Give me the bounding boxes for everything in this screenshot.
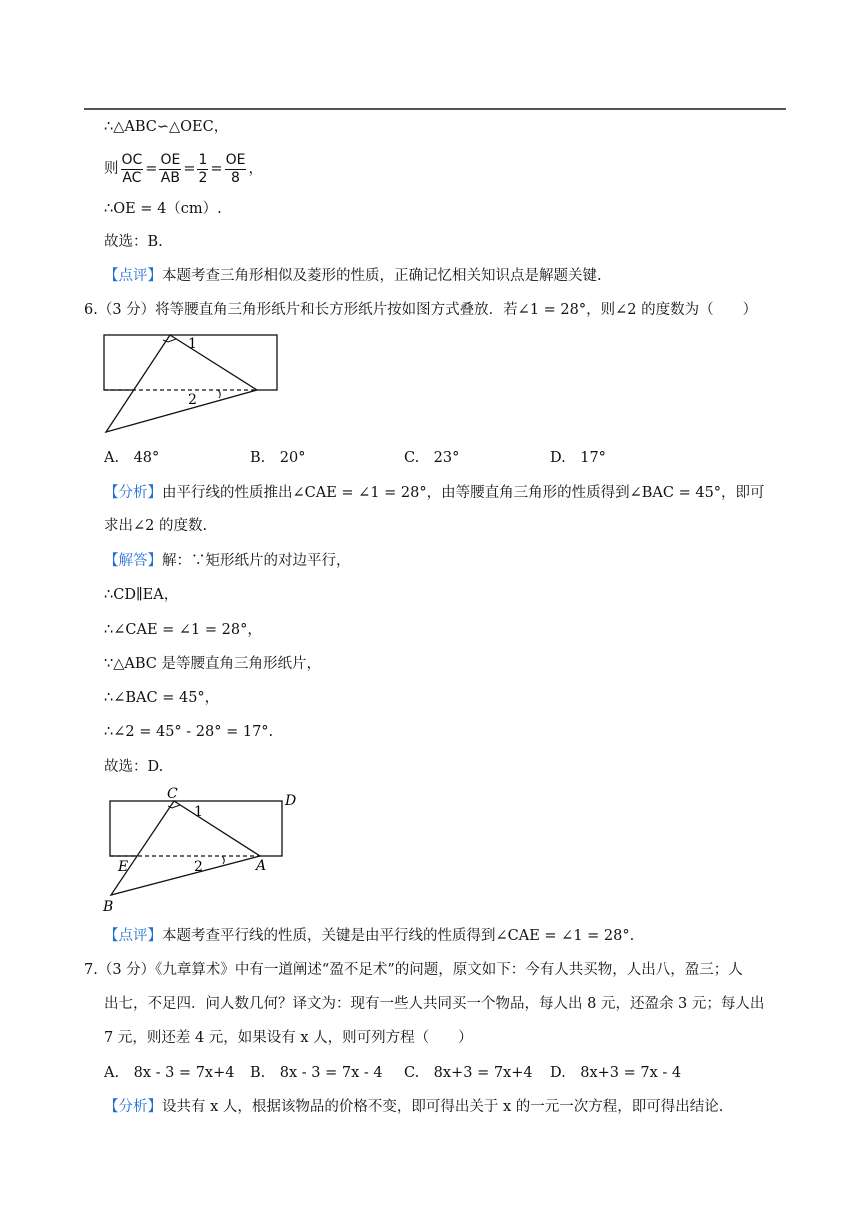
review-text: 本题考查平行线的性质，关键是由平行线的性质得到∠CAE = ∠1 = 28°. xyxy=(162,928,635,944)
solution-tag: 【解答】 xyxy=(104,553,162,569)
solution-line: ∴CD∥EA， xyxy=(104,587,179,603)
angle-1-label: 1 xyxy=(194,804,203,820)
review-line xyxy=(104,926,634,946)
fraction-numerator: OE xyxy=(160,151,181,168)
analysis-text: 由平行线的性质推出∠CAE = ∠1 = 28°，由等腰直角三角形的性质得到∠BAC = 45°，即可 xyxy=(162,485,765,501)
analysis-tag: 【分析】 xyxy=(104,485,162,501)
review-tag: 【点评】 xyxy=(104,928,162,944)
vertex-e-label: E xyxy=(118,859,129,875)
angle-1-label: 1 xyxy=(188,336,197,352)
fraction xyxy=(225,152,247,187)
angle-2-label: 2 xyxy=(194,859,203,875)
option-d: D. 17° xyxy=(550,450,606,466)
fraction-denominator: 8 xyxy=(231,169,240,186)
analysis-line xyxy=(104,1097,723,1117)
fraction xyxy=(121,152,144,187)
question-stem: （3 分）《九章算术》中有一道阐述“盈不足术”的问题，原文如下：今有人共买物，人出八，盈三；人 xyxy=(97,962,743,978)
fraction-numerator: 1 xyxy=(198,151,208,168)
ratio-suffix: ， xyxy=(248,161,263,177)
question-stem-line: 7 元，则还差 4 元，如果设有 x 人，则可列方程（ ） xyxy=(104,1030,473,1046)
ratio-prefix: 则 xyxy=(104,161,119,177)
option-b: B. 8x - 3 = 7x - 4 xyxy=(250,1065,383,1081)
equals-sign: = xyxy=(183,161,196,177)
option-a: A. 8x - 3 = 7x+4 xyxy=(104,1065,235,1081)
text-line: ∴△ABC∽△OEC， xyxy=(104,119,229,135)
solution-line: ∴∠2 = 45° - 28° = 17°. xyxy=(104,724,274,740)
question-6 xyxy=(84,300,757,320)
solution-line: ∵△ABC 是等腰直角三角形纸片， xyxy=(104,656,321,672)
analysis-line: 求出∠2 的度数. xyxy=(104,518,208,534)
answer-line: 故选：D. xyxy=(104,759,164,775)
question-stem: （3 分）将等腰直角三角形纸片和长方形纸片按如图方式叠放．若∠1 = 28°，则∠2 的度数为（ ） xyxy=(97,302,758,318)
equals-sign: = xyxy=(210,161,223,177)
fraction xyxy=(197,152,208,187)
solution-line xyxy=(104,551,351,571)
fraction-numerator: OE xyxy=(225,151,246,168)
fraction-denominator: AB xyxy=(160,169,180,186)
answer-line: 故选：B. xyxy=(104,234,163,250)
ratio-line xyxy=(104,149,263,189)
angle-2-label: 2 xyxy=(188,392,197,408)
analysis-line xyxy=(104,483,765,503)
option-b: B. 20° xyxy=(250,450,306,466)
fraction xyxy=(159,152,181,187)
solution-text: 解：∵矩形纸片的对边平行， xyxy=(162,553,351,569)
question-stem-line: 出七，不足四．问人数几何？译文为：现有一些人共同买一个物品，每人出 8 元，还盈余 3 元；每人出 xyxy=(104,996,765,1012)
fraction-denominator: AC xyxy=(122,169,142,186)
review-line xyxy=(104,266,602,286)
option-c: C. 8x+3 = 7x+4 xyxy=(404,1065,533,1081)
option-a: A. 48° xyxy=(104,450,160,466)
vertex-c-label: C xyxy=(167,786,178,802)
figure-q6 xyxy=(100,330,285,438)
question-7 xyxy=(84,960,743,980)
vertex-a-label: A xyxy=(256,858,267,874)
figure-q6-solution xyxy=(100,785,305,917)
review-text: 本题考查三角形相似及菱形的性质，正确记忆相关知识点是解题关键. xyxy=(162,268,602,284)
option-d: D. 8x+3 = 7x - 4 xyxy=(550,1065,682,1081)
review-tag: 【点评】 xyxy=(104,268,162,284)
analysis-tag: 【分析】 xyxy=(104,1099,162,1115)
option-c: C. 23° xyxy=(404,450,460,466)
solution-line: ∴∠CAE = ∠1 = 28°， xyxy=(104,622,262,638)
fraction-denominator: 2 xyxy=(198,169,208,186)
solution-line: ∴∠BAC = 45°， xyxy=(104,690,220,706)
text-line: ∴OE = 4（cm）. xyxy=(104,201,222,217)
header-rule xyxy=(84,108,786,110)
question-number: 6. xyxy=(84,302,98,318)
vertex-b-label: B xyxy=(103,899,114,915)
analysis-text: 设共有 x 人，根据该物品的价格不变，即可得出关于 x 的一元一次方程，即可得出结论. xyxy=(162,1099,724,1115)
fraction-numerator: OC xyxy=(121,151,143,168)
vertex-d-label: D xyxy=(285,793,297,809)
question-number: 7. xyxy=(84,962,98,978)
equals-sign: = xyxy=(145,161,158,177)
